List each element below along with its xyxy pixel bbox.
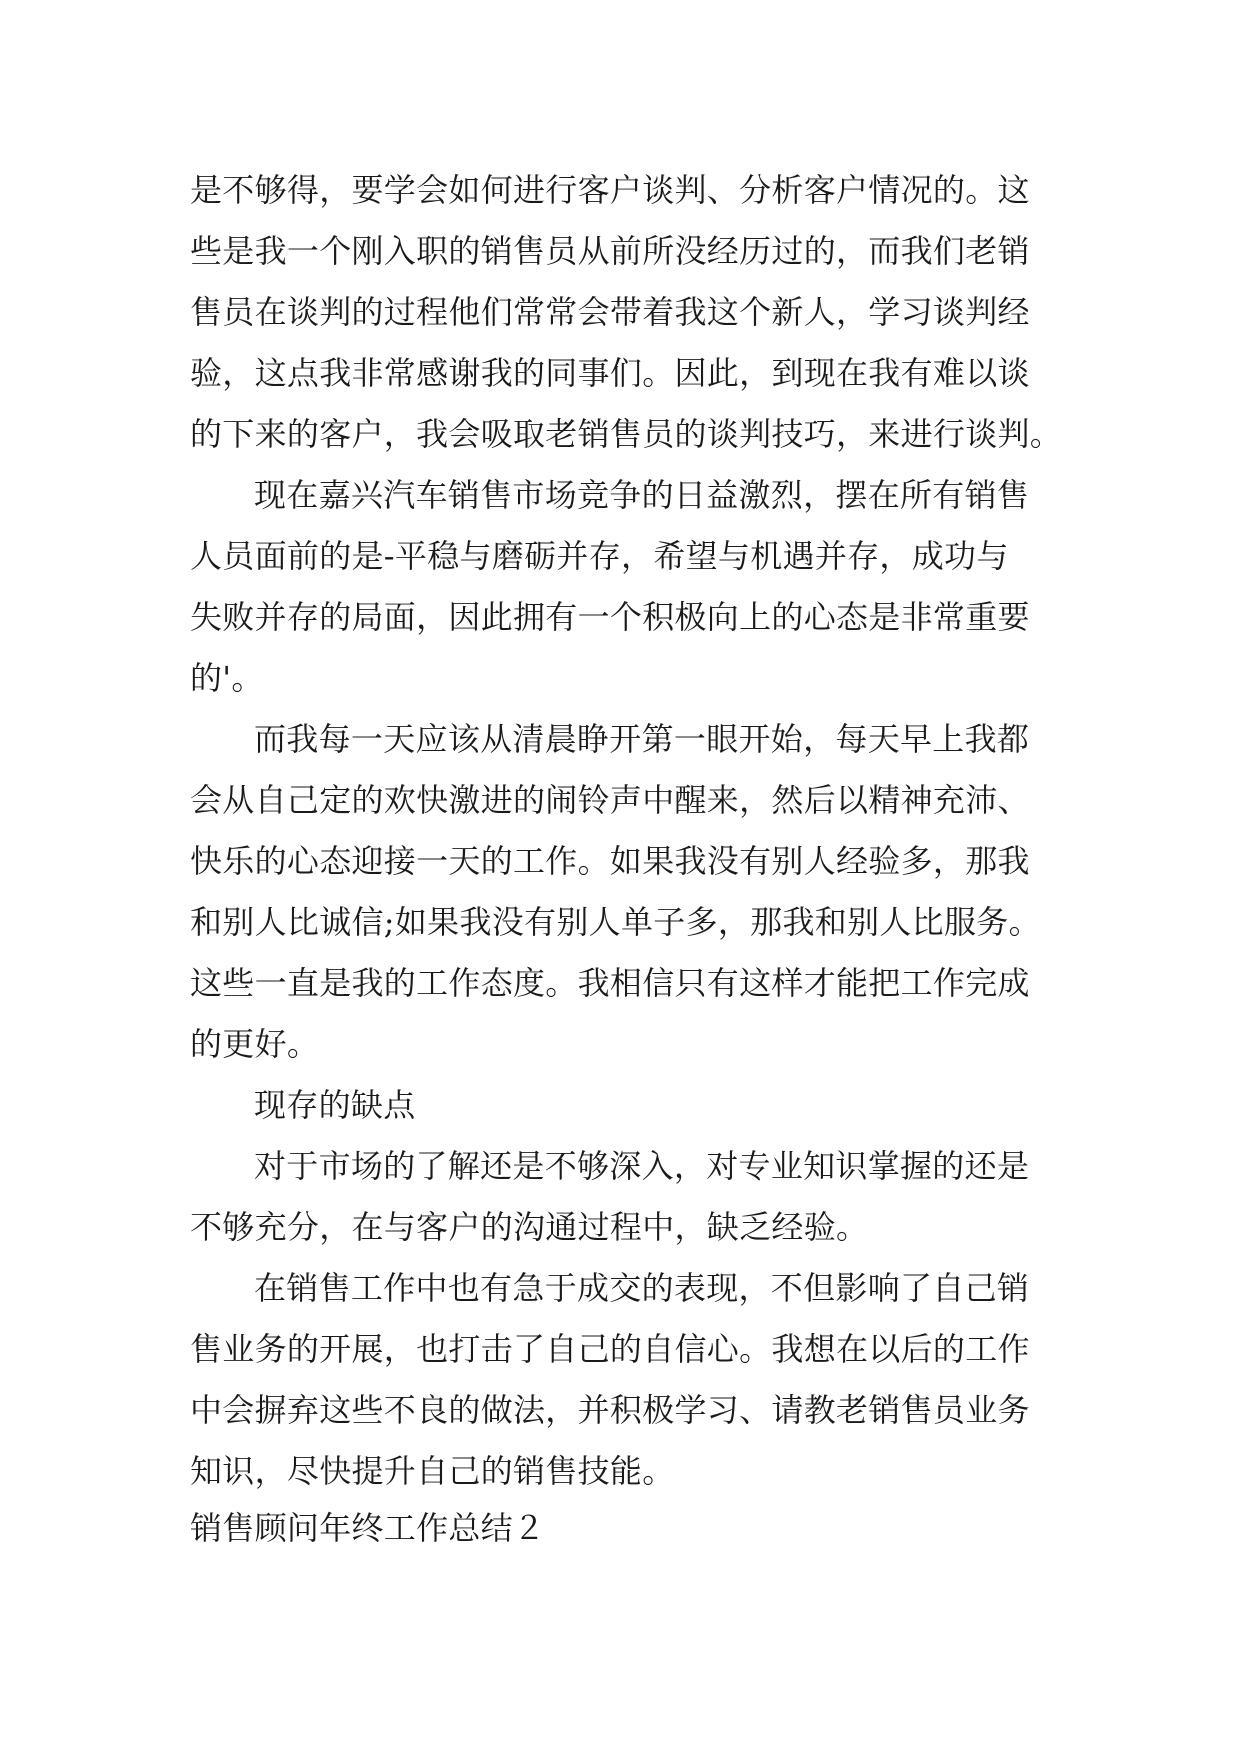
text-line: 的下来的客户，我会吸取老销售员的谈判技巧，来进行谈判。 <box>190 415 1063 453</box>
text-line: 在销售工作中也有急于成交的表现，不但影响了自己销 <box>254 1269 1030 1307</box>
text-line: 和别人比诚信;如果我没有别人单子多，那我和别人比服务。 <box>190 903 1041 941</box>
text-line: 售员在谈判的过程他们常常会带着我这个新人，学习谈判经 <box>190 293 1030 331</box>
text-line: 知识，尽快提升自己的销售技能。 <box>190 1452 675 1490</box>
text-line: 的'。 <box>190 659 264 697</box>
text-line: 的更好。 <box>190 1025 320 1063</box>
text-line: 快乐的心态迎接一天的工作。如果我没有别人经验多，那我 <box>190 842 1030 880</box>
next-section-title: 销售顾问年终工作总结２ <box>190 1509 546 1547</box>
text-line: 现在嘉兴汽车销售市场竞争的日益激烈，摆在所有销售 <box>254 476 1030 514</box>
text-line: 是不够得，要学会如何进行客户谈判、分析客户情况的。这 <box>190 171 1030 209</box>
text-line: 售业务的开展，也打击了自己的自信心。我想在以后的工作 <box>190 1330 1030 1368</box>
text-line: 会从自己定的欢快激进的闹铃声中醒来，然后以精神充沛、 <box>190 781 1030 819</box>
section-heading: 现存的缺点 <box>254 1086 416 1124</box>
text-line: 这些一直是我的工作态度。我相信只有这样才能把工作完成 <box>190 964 1030 1002</box>
text-line: 验，这点我非常感谢我的同事们。因此，到现在我有难以谈 <box>190 354 1030 392</box>
text-line: 对于市场的了解还是不够深入，对专业知识掌握的还是 <box>254 1147 1030 1185</box>
body-text <box>190 160 1063 1502</box>
text-line: 中会摒弃这些不良的做法，并积极学习、请教老销售员业务 <box>190 1391 1030 1429</box>
text-line: 失败并存的局面，因此拥有一个积极向上的心态是非常重要 <box>190 598 1030 636</box>
text-line: 不够充分，在与客户的沟通过程中，缺乏经验。 <box>190 1208 869 1246</box>
text-line: 而我每一天应该从清晨睁开第一眼开始，每天早上我都 <box>254 720 1030 758</box>
text-line: 些是我一个刚入职的销售员从前所没经历过的，而我们老销 <box>190 232 1030 270</box>
text-line: 人员面前的是-平稳与磨砺并存，希望与机遇并存，成功与 <box>190 537 1009 575</box>
